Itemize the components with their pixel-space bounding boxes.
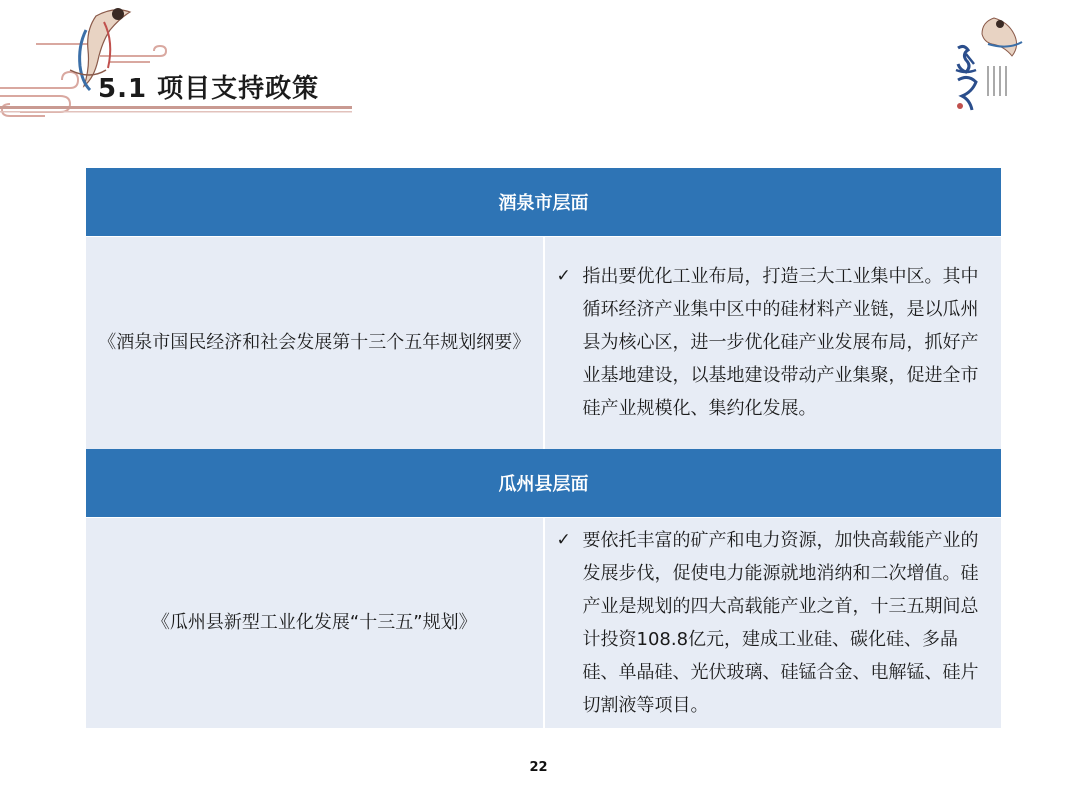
policy-description [544,517,1002,728]
list-item [557,524,984,722]
section-header-jiuquan [86,168,1001,237]
list-item [557,260,984,425]
bullet-text: 要依托丰富的矿产和电力资源，加快高载能产业的发展步伐，促使电力能源就地消纳和二次增值。硅产业是规划的四大高载能产业之首，十三五期间总计投资108.8亿元，建成工业硅、碳化硅、多晶硅、单晶硅、光伏玻璃、硅锰合金、电解锰、硅片切割液等项目。 [582,529,979,716]
policy-document-title: 《酒泉市国民经济和社会发展第十三个五年规划纲要》 [86,237,544,449]
policy-description [544,237,1002,449]
checkmark-icon: ✓ [556,529,571,550]
guazhou-logo-icon [948,14,1028,114]
policy-row [86,517,1001,728]
policy-row [86,237,1001,449]
checkmark-icon: ✓ [556,266,571,287]
page-title: 5.1 项目支持政策 [98,74,320,104]
flying-apsara-cloud-icon [0,0,360,130]
bullet-text: 指出要优化工业布局，打造三大工业集中区。其中循环经济产业集中区中的硅材料产业链，是以瓜州县为核心区，进一步优化硅产业发展布局，抓好产业基地建设，以基地建设带动产业集聚，促进全市硅产业规模化、集约化发展。 [582,266,979,420]
policy-document-title: 《瓜州县新型工业化发展“十三五”规划》 [86,517,544,728]
section-heading: 酒泉市层面 [86,168,1001,237]
page-number: 22 [529,760,548,775]
policy-table [86,168,1001,728]
section-heading: 瓜州县层面 [86,449,1001,518]
section-header-guazhou [86,449,1001,518]
